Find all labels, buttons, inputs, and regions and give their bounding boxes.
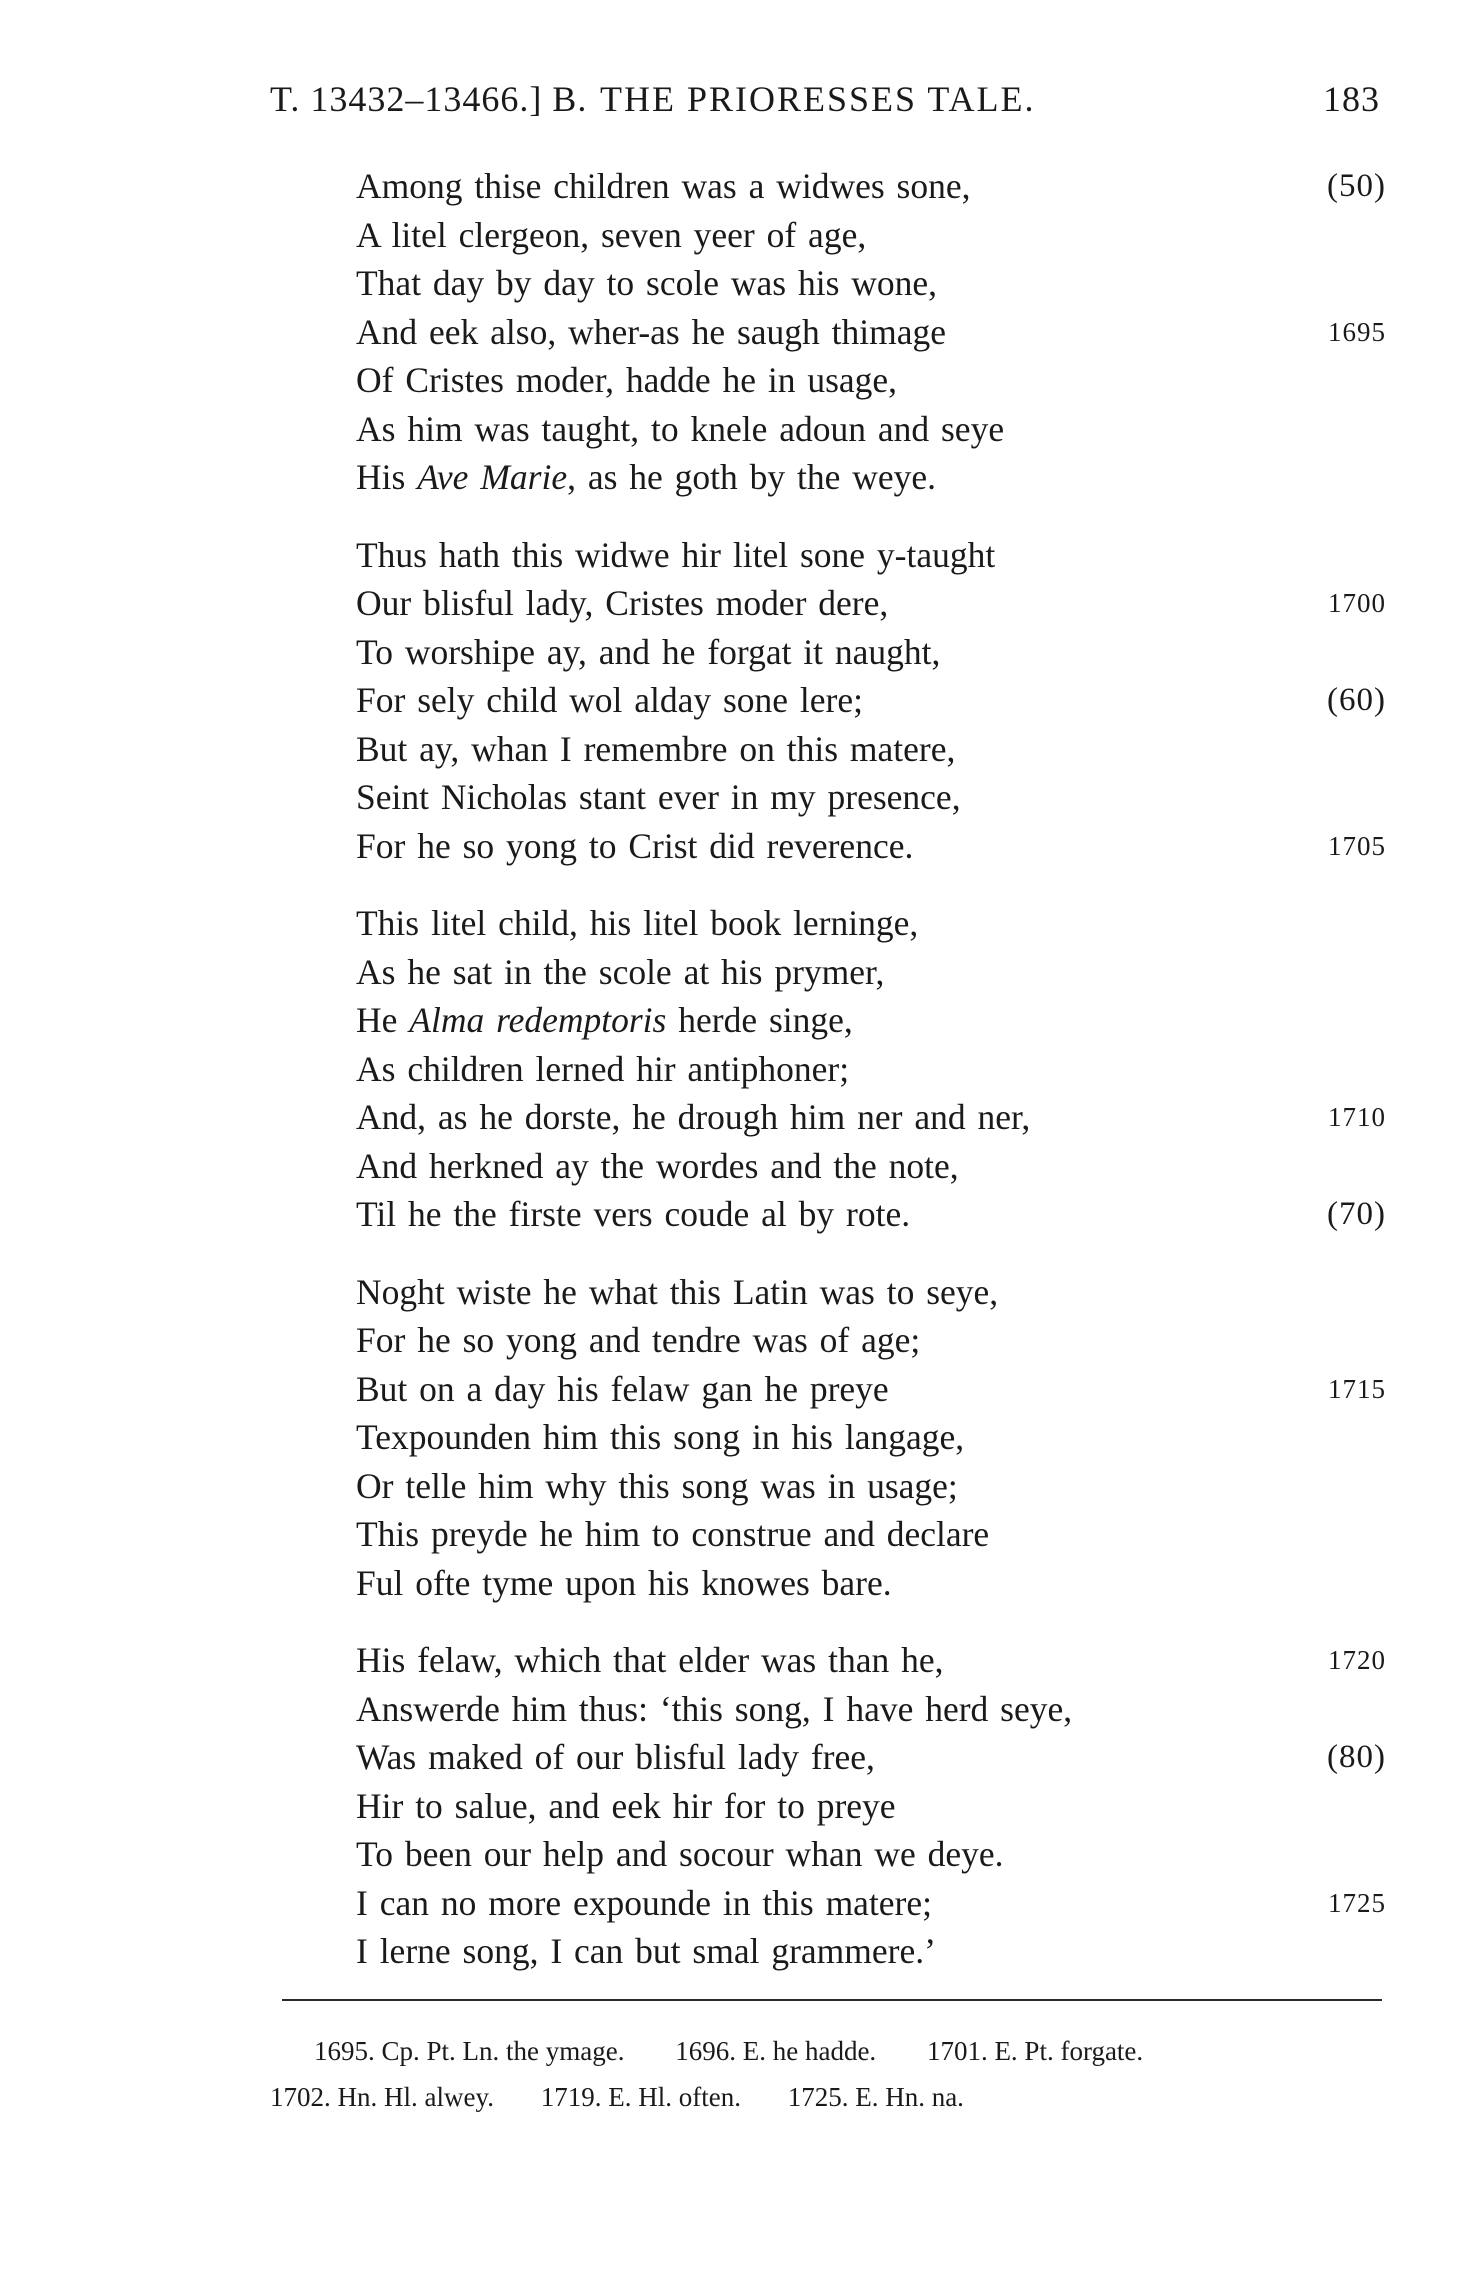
footnote-row-2 — [270, 2074, 1382, 2120]
line-number: 1705 — [1328, 830, 1386, 861]
verse-text: For he so yong and tendre was of age; — [356, 1320, 921, 1360]
verse-text-part: His — [356, 457, 418, 497]
footnote-row-1 — [270, 2028, 1382, 2074]
verse-text: As him was taught, to knele adoun and seye — [356, 408, 1005, 449]
verse-line — [356, 1365, 1386, 1414]
verse-line — [356, 1268, 1386, 1317]
footnote: 1695. Cp. Pt. Ln. the ymage. — [314, 2036, 625, 2066]
verse-line — [356, 1685, 1386, 1734]
verse-text: Texpounden him this song in his langage, — [356, 1417, 965, 1457]
footnotes — [270, 2028, 1382, 2120]
footnote: 1719. E. Hl. often. — [540, 2082, 741, 2112]
verse-text: I can no more expounde in this matere; — [356, 1882, 932, 1923]
stanza — [356, 1268, 1386, 1608]
line-number: 1710 — [1328, 1102, 1386, 1132]
verse-line — [356, 579, 1386, 628]
verse-line — [356, 211, 1386, 260]
verse-line — [356, 628, 1386, 677]
verse-text: This litel child, his litel book lerninge, — [356, 903, 919, 943]
verse-line — [356, 725, 1386, 774]
verse-line — [356, 899, 1386, 948]
verse-text: His felaw, which that elder was than he, — [356, 1640, 944, 1680]
verse-line — [356, 1510, 1386, 1559]
verse-line — [356, 356, 1386, 405]
verse-text: For he so yong to Crist did reverence. — [356, 825, 914, 866]
verse-line — [356, 259, 1386, 308]
stanza — [356, 899, 1386, 1239]
verse-text: And herkned ay the wordes and the note, — [356, 1145, 959, 1186]
running-header — [270, 78, 1380, 128]
verse-text: And, as he dorste, he drough him ner and ner, — [356, 1097, 1031, 1137]
verse-text: As he sat in the scole at his prymer, — [356, 951, 885, 992]
verse-line — [356, 773, 1386, 822]
verse-line — [356, 1782, 1386, 1831]
footnote: 1696. E. he hadde. — [675, 2036, 877, 2066]
verse-text: To been our help and socour whan we deye. — [356, 1834, 1004, 1874]
line-number: (80) — [1327, 1739, 1386, 1775]
verse-text: Answerde him thus: ‘this song, I have herd seye, — [356, 1688, 1073, 1729]
verse-text: A litel clergeon, seven yeer of age, — [356, 214, 867, 255]
verse-text: I lerne song, I can but smal grammere.’ — [356, 1931, 936, 1971]
verse-text: But ay, whan I remembre on this matere, — [356, 728, 956, 769]
footnote: 1701. E. Pt. forgate. — [926, 2036, 1144, 2066]
footnote: 1702. Hn. Hl. alwey. — [270, 2082, 494, 2112]
verse-text: And eek also, wher-as he saugh thimage — [356, 311, 947, 352]
line-reference: T. 13432–13466.] B. — [270, 79, 588, 119]
verse-line — [356, 996, 1386, 1045]
stanza — [356, 1636, 1386, 1976]
line-number: 1700 — [1328, 588, 1386, 618]
verse-line — [356, 1316, 1386, 1365]
verse-text: Among thise children was a widwes sone, — [356, 166, 971, 206]
verse-text: Ful ofte tyme upon his knowes bare. — [356, 1562, 892, 1603]
verse-text: As children lerned hir antiphoner; — [356, 1048, 850, 1089]
verse-italic: Alma redemptoris — [409, 1000, 667, 1040]
verse-line — [356, 1413, 1386, 1462]
verse-text: Hir to salue, and eek hir for to preye — [356, 1785, 896, 1826]
verse-text: Or telle him why this song was in usage; — [356, 1465, 958, 1506]
stanza — [356, 531, 1386, 871]
verse-line — [356, 1462, 1386, 1511]
verse-line — [356, 453, 1386, 502]
verse-line — [356, 1093, 1386, 1142]
verse-line — [356, 948, 1386, 997]
verse-text: That day by day to scole was his wone, — [356, 263, 938, 303]
verse-text: Was maked of our blisful lady free, — [356, 1737, 875, 1777]
verse-text: For sely child wol alday sone lere; — [356, 680, 863, 720]
verse-line — [356, 1927, 1386, 1976]
verse-line — [356, 1142, 1386, 1191]
page-title: THE PRIORESSES TALE. — [600, 79, 1036, 119]
verse-line — [356, 1190, 1386, 1239]
verse-text: Til he the firste vers coude al by rote. — [356, 1194, 911, 1234]
verse-text-part: He — [356, 1000, 410, 1040]
verse-line — [356, 1636, 1386, 1685]
verse-line — [356, 1045, 1386, 1094]
verse-line — [356, 676, 1386, 725]
line-number: (70) — [1327, 1196, 1386, 1232]
verse-line — [356, 1559, 1386, 1608]
line-number: (50) — [1327, 168, 1386, 204]
verse-line — [356, 308, 1386, 357]
stanza — [356, 162, 1386, 502]
verse-text: Noght wiste he what this Latin was to seye, — [356, 1271, 999, 1312]
verse-text: But on a day his felaw gan he preye — [356, 1368, 889, 1409]
verse-text-part: herde singe, — [666, 1000, 853, 1040]
verse-line — [356, 405, 1386, 454]
verse-text-part: , as he goth by the weye. — [567, 457, 937, 497]
footnote-rule — [282, 1999, 1382, 2001]
verse-line — [356, 1830, 1386, 1879]
verse-text: Thus hath this widwe hir litel sone y-taught — [356, 534, 996, 575]
verse-line — [356, 1879, 1386, 1928]
verse-text — [356, 457, 936, 497]
verse-text — [356, 1000, 853, 1040]
line-number: 1725 — [1328, 1887, 1386, 1918]
verse-line — [356, 531, 1386, 580]
verse-italic: Ave Marie — [417, 457, 568, 497]
verse-line — [356, 822, 1386, 871]
footnote: 1725. E. Hn. na. — [787, 2082, 964, 2112]
line-number: (60) — [1327, 682, 1386, 718]
line-number: 1695 — [1328, 316, 1386, 347]
line-number: 1715 — [1328, 1373, 1386, 1404]
verse-line — [356, 1733, 1386, 1782]
verse-line — [356, 162, 1386, 211]
verse-text: Of Cristes moder, hadde he in usage, — [356, 360, 898, 400]
verse-text: Our blisful lady, Cristes moder dere, — [356, 583, 889, 623]
verse-text: This preyde he him to construe and declare — [356, 1514, 990, 1554]
page-number: 183 — [1323, 79, 1380, 119]
verse-text: To worshipe ay, and he forgat it naught, — [356, 631, 941, 672]
line-number: 1720 — [1328, 1645, 1386, 1675]
poem-body — [356, 162, 1386, 2005]
verse-text: Seint Nicholas stant ever in my presence, — [356, 777, 961, 817]
